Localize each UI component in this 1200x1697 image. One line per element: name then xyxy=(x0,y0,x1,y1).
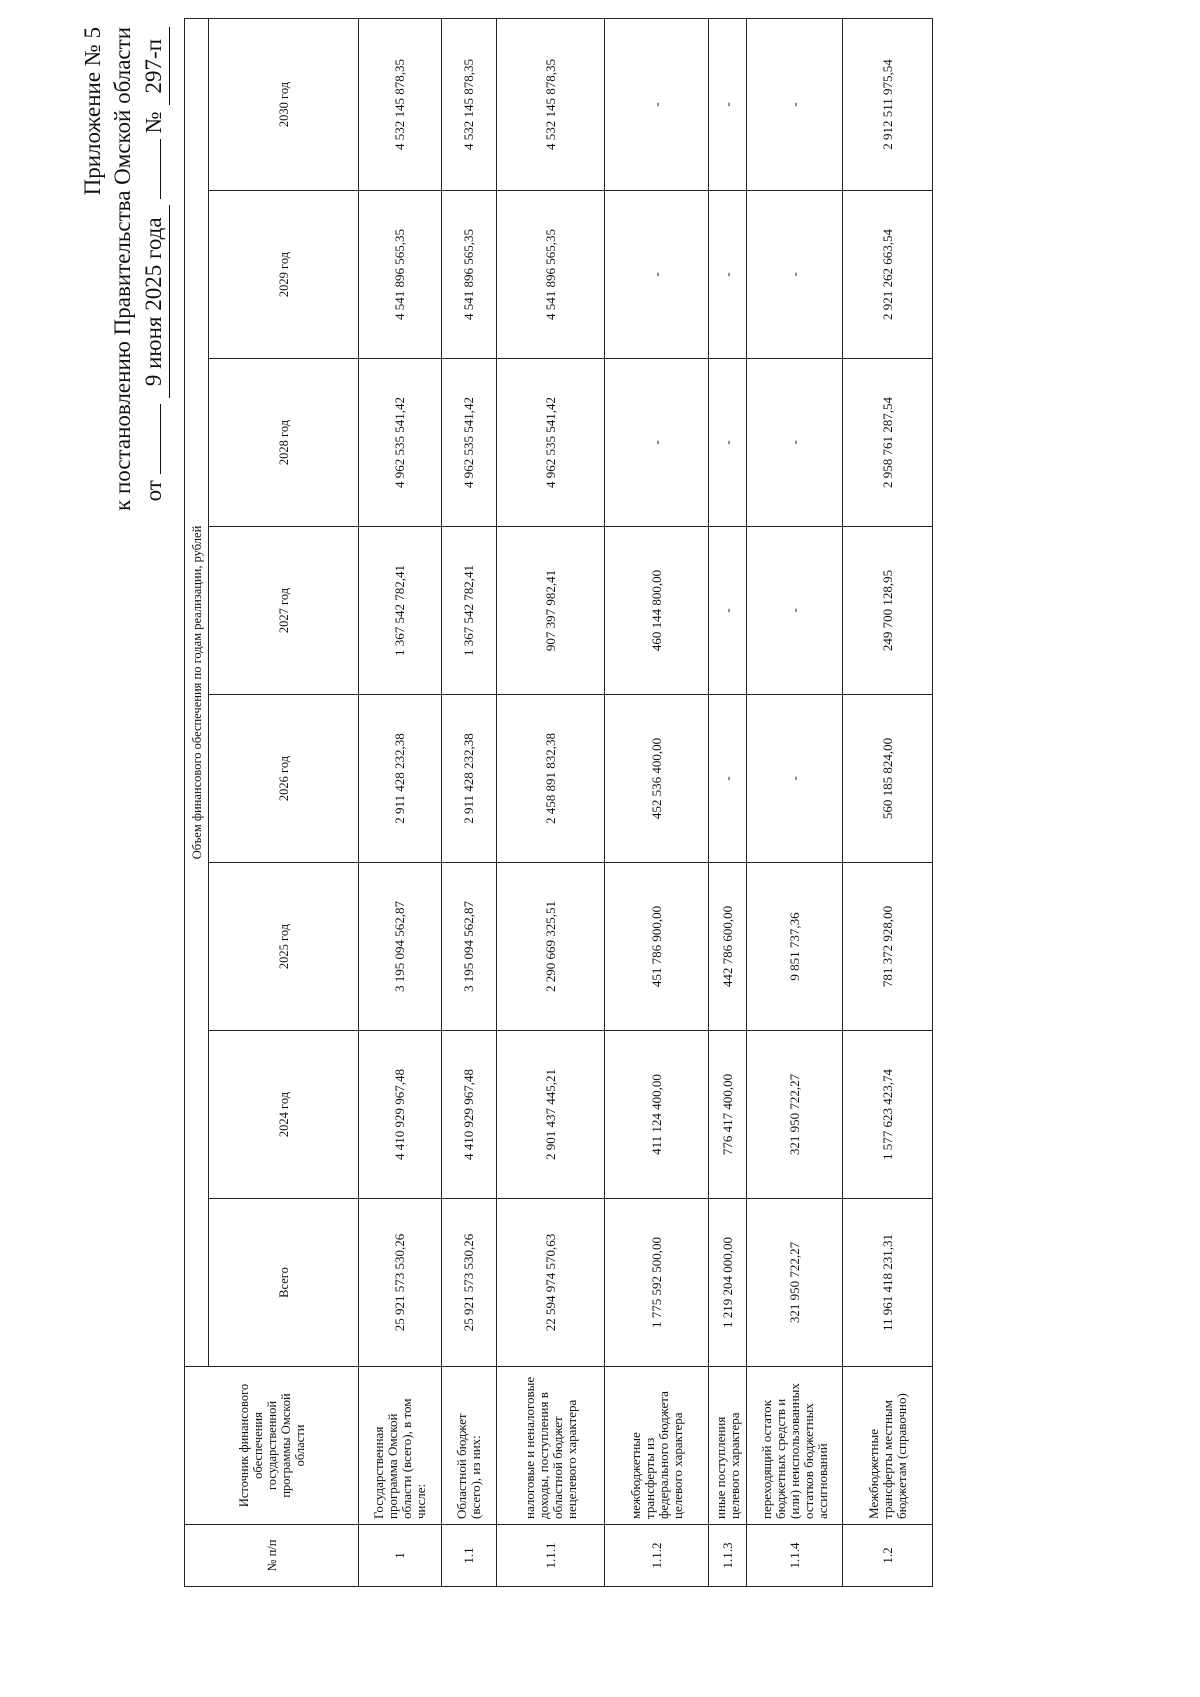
table-header-row-2 xyxy=(209,18,359,1586)
row-value: 1 775 592 500,00 xyxy=(605,1199,709,1367)
number-label: № xyxy=(141,111,166,134)
row-value: 3 195 094 562,87 xyxy=(442,863,497,1031)
row-value: 460 144 800,00 xyxy=(605,527,709,695)
row-value: 4 410 929 967,48 xyxy=(359,1031,442,1199)
row-value: - xyxy=(709,527,747,695)
row-source: налоговые и неналоговые доходы, поступления в областной бюджет нецелевого характера xyxy=(497,1367,605,1525)
row-value: 2 911 428 232,38 xyxy=(442,695,497,863)
row-value: 4 541 896 565,35 xyxy=(497,191,605,359)
row-value: 2 901 437 445,21 xyxy=(497,1031,605,1199)
row-value: 4 532 145 878,35 xyxy=(442,18,497,190)
row-value: 4 410 929 967,48 xyxy=(442,1031,497,1199)
row-value: 25 921 573 530,26 xyxy=(442,1199,497,1367)
row-source: Государственная программа Омской области (всего), в том числе: xyxy=(359,1367,442,1525)
row-value: - xyxy=(747,695,843,863)
row-value: 411 124 400,00 xyxy=(605,1031,709,1199)
row-value: 3 195 094 562,87 xyxy=(359,863,442,1031)
decree-date-row xyxy=(138,27,170,517)
row-value: - xyxy=(709,359,747,527)
row-number: 1.1.2 xyxy=(605,1525,709,1587)
table-row xyxy=(497,18,605,1586)
row-value: 442 786 600,00 xyxy=(709,863,747,1031)
financing-table xyxy=(184,18,933,1587)
date-underline-left xyxy=(138,404,161,474)
row-value: 4 962 535 541,42 xyxy=(442,359,497,527)
row-value: 560 185 824,00 xyxy=(843,695,933,863)
header-year: Всего xyxy=(209,1199,359,1367)
row-value: 1 367 542 782,41 xyxy=(442,527,497,695)
header-year: 2030 год xyxy=(209,18,359,190)
row-value: 25 921 573 530,26 xyxy=(359,1199,442,1367)
row-value: - xyxy=(709,695,747,863)
row-value: 4 541 896 565,35 xyxy=(359,191,442,359)
row-value: - xyxy=(709,191,747,359)
row-value: 1 367 542 782,41 xyxy=(359,527,442,695)
row-source: Межбюджетные трансферты местным бюджетам (справочно) xyxy=(843,1367,933,1525)
row-value: 4 962 535 541,42 xyxy=(497,359,605,527)
row-value: 452 536 400,00 xyxy=(605,695,709,863)
table-row xyxy=(442,18,497,1586)
date-underline-right xyxy=(138,139,161,199)
header-year: 2026 год xyxy=(209,695,359,863)
row-number: 1.1 xyxy=(442,1525,497,1587)
row-value: 2 458 891 832,38 xyxy=(497,695,605,863)
table-row xyxy=(359,18,442,1586)
row-value: 2 911 428 232,38 xyxy=(359,695,442,863)
header-year: 2028 год xyxy=(209,359,359,527)
row-value: - xyxy=(747,191,843,359)
row-number: 1 xyxy=(359,1525,442,1587)
row-value: 22 594 974 570,63 xyxy=(497,1199,605,1367)
table-row xyxy=(747,18,843,1586)
header-num: № п/п xyxy=(185,1525,359,1587)
row-value: 2 290 669 325,51 xyxy=(497,863,605,1031)
table-row xyxy=(605,18,709,1586)
decree-number: 297-п xyxy=(139,27,170,105)
header-source: Источник финансового обеспечения государственной программы Омской области xyxy=(185,1367,359,1525)
row-value: 321 950 722,27 xyxy=(747,1199,843,1367)
table-row xyxy=(709,18,747,1586)
from-label: от xyxy=(141,480,166,502)
header-year: 2024 год xyxy=(209,1031,359,1199)
header-year: 2025 год xyxy=(209,863,359,1031)
row-value: - xyxy=(605,191,709,359)
table-row xyxy=(843,18,933,1586)
appendix-title: Приложение № 5 xyxy=(80,27,105,196)
row-source: Областной бюджет (всего), из них: xyxy=(442,1367,497,1525)
header-volume-group: Объем финансового обеспечения по годам реализации, рублей xyxy=(185,18,209,1366)
row-source: иные поступления целевого характера xyxy=(709,1367,747,1525)
row-value: - xyxy=(605,18,709,190)
decree-date: 9 июня 2025 года xyxy=(139,205,170,398)
row-number: 1.2 xyxy=(843,1525,933,1587)
row-value: 776 417 400,00 xyxy=(709,1031,747,1199)
row-value: 321 950 722,27 xyxy=(747,1031,843,1199)
row-number: 1.1.1 xyxy=(497,1525,605,1587)
row-value: 781 372 928,00 xyxy=(843,863,933,1031)
row-number: 1.1.3 xyxy=(709,1525,747,1587)
header-year: 2027 год xyxy=(209,527,359,695)
row-value: 2 958 761 287,54 xyxy=(843,359,933,527)
row-value: 1 577 623 423,74 xyxy=(843,1031,933,1199)
row-value: 2 921 262 663,54 xyxy=(843,191,933,359)
row-value: 451 786 900,00 xyxy=(605,863,709,1031)
row-source: переходящий остаток бюджетных средств и (или) неиспользованных остатков бюджетных ассигнований xyxy=(747,1367,843,1525)
row-value: - xyxy=(747,359,843,527)
decree-reference: к постановлению Правительства Омской области xyxy=(110,27,135,511)
row-value: - xyxy=(747,527,843,695)
header-year: 2029 год xyxy=(209,191,359,359)
appendix-header xyxy=(78,27,170,517)
row-value: 4 541 896 565,35 xyxy=(442,191,497,359)
row-value: 4 962 535 541,42 xyxy=(359,359,442,527)
row-value: 9 851 737,36 xyxy=(747,863,843,1031)
row-value: 4 532 145 878,35 xyxy=(359,18,442,190)
row-value: 4 532 145 878,35 xyxy=(497,18,605,190)
row-value: 249 700 128,95 xyxy=(843,527,933,695)
row-number: 1.1.4 xyxy=(747,1525,843,1587)
row-value: - xyxy=(747,18,843,190)
row-value: 2 912 511 975,54 xyxy=(843,18,933,190)
row-value: 1 219 204 000,00 xyxy=(709,1199,747,1367)
table-header-row-1 xyxy=(185,18,209,1586)
row-value: 907 397 982,41 xyxy=(497,527,605,695)
row-value: - xyxy=(605,359,709,527)
row-value: - xyxy=(709,18,747,190)
row-source: межбюджетные трансферты из федерального бюджета целевого характера xyxy=(605,1367,709,1525)
row-value: 11 961 418 231,31 xyxy=(843,1199,933,1367)
